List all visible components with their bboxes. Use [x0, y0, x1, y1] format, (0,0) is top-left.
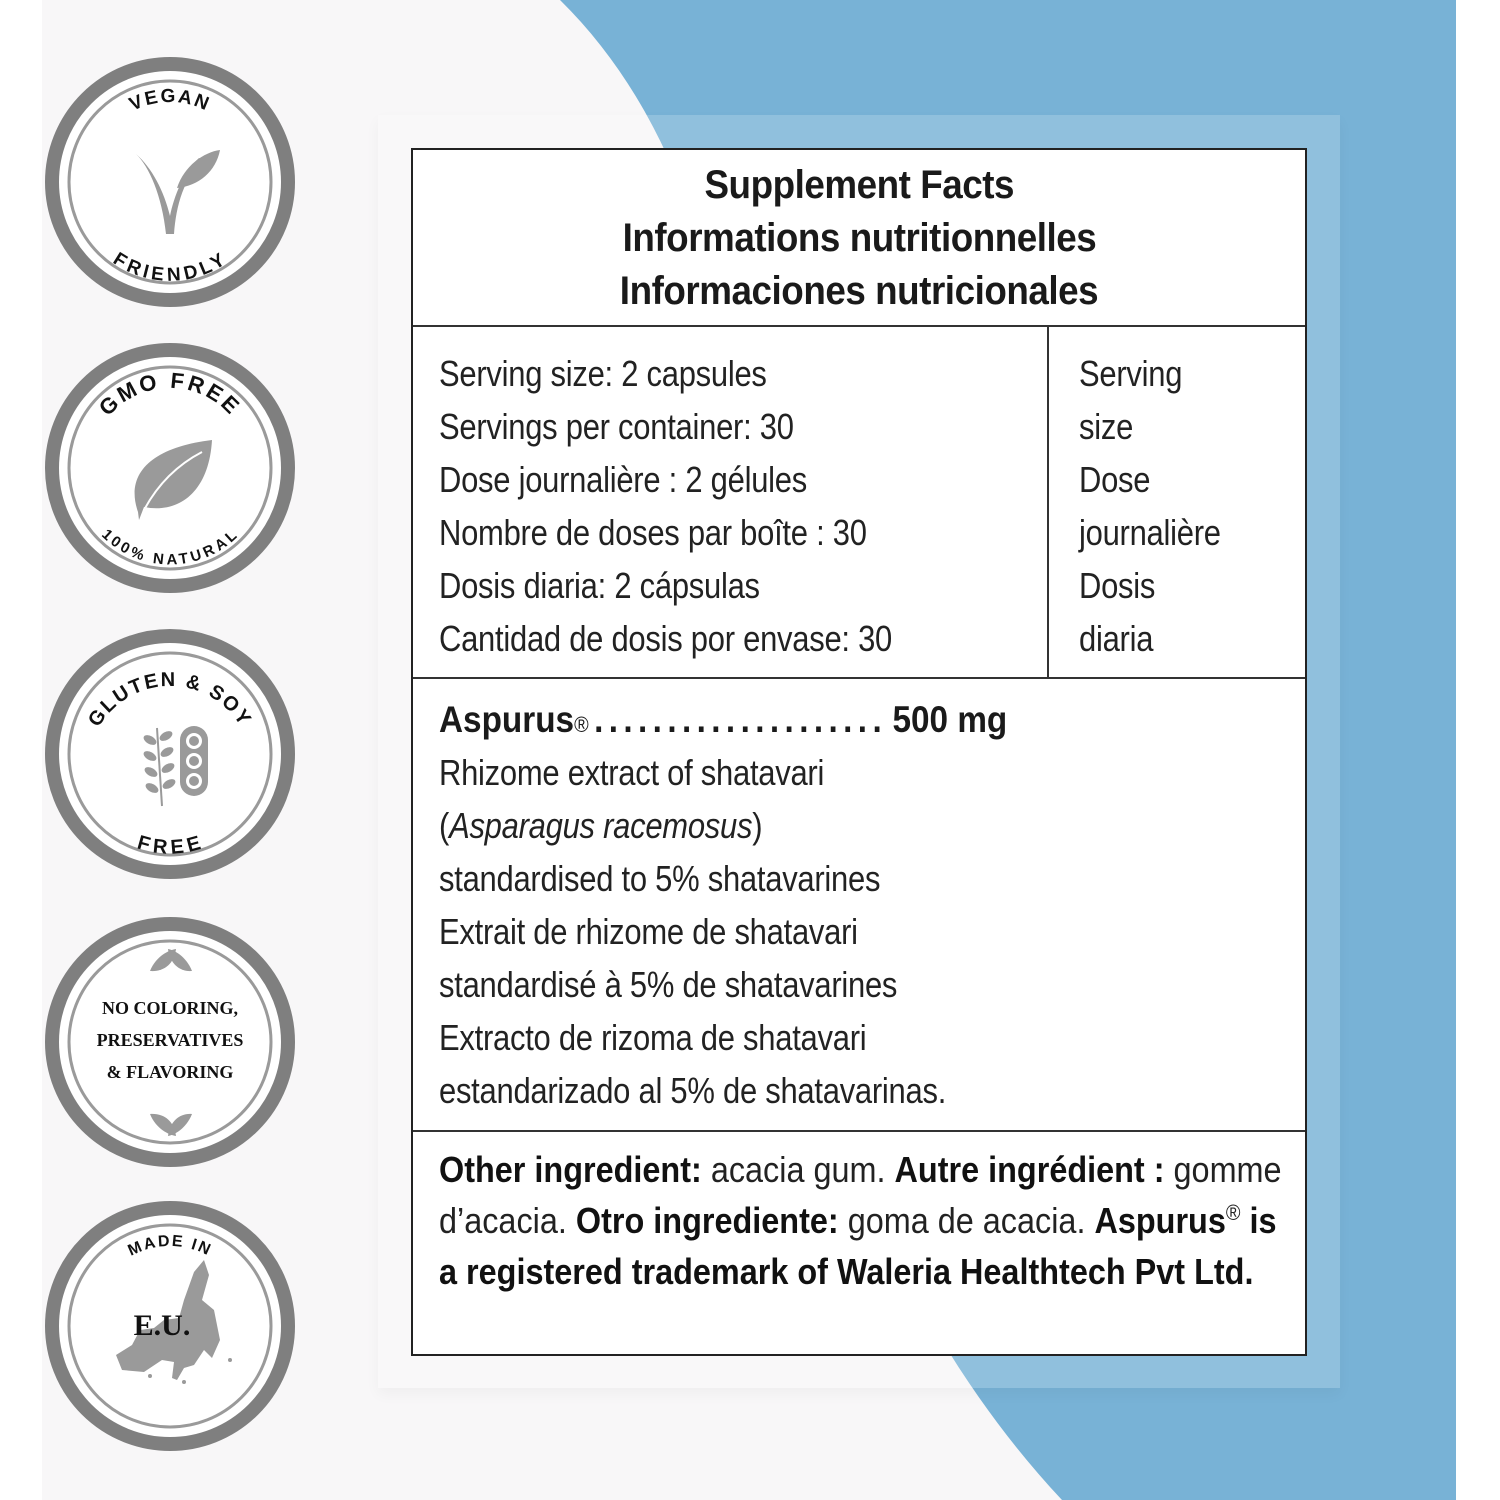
no-additives-badge [44, 916, 296, 1168]
description-line: Extrait de rhizome de shatavari [439, 911, 858, 952]
serving-column-header [1049, 327, 1305, 677]
other-label-en: Other ingredient: [439, 1149, 702, 1190]
column-header-line: journalière [1079, 512, 1221, 553]
title-fr: Informations nutritionnelles [622, 216, 1096, 260]
description-line: standardisé à 5% de shatavarines [439, 964, 898, 1005]
badge-bottom-text: FREE [134, 831, 205, 859]
badge-line-2: PRESERVATIVES [96, 1030, 244, 1050]
description-line: standardised to 5% shatavarines [439, 858, 881, 899]
serving-section [413, 327, 1305, 679]
column-header-line: Serving [1079, 353, 1183, 394]
badge-center-text: E.U. [133, 1309, 191, 1342]
description-line: Rhizome extract of shatavari [439, 752, 825, 793]
column-header-line: diaria [1079, 618, 1154, 659]
serving-line: Dose journalière : 2 gélules [439, 459, 807, 500]
other-label-es: Otro ingrediente: [575, 1200, 839, 1241]
description-line: estandarizado al 5% de shatavarinas. [439, 1070, 947, 1111]
gluten-soy-free-badge [44, 628, 296, 880]
ingredient-row: Aspurus ® .................... 500 mg [439, 693, 1218, 746]
supplement-facts-table [411, 148, 1307, 1356]
ingredient-name: Aspurus [439, 699, 575, 740]
badge-top-text: GLUTEN & SOY [84, 668, 256, 731]
badge-bottom-text: 100% NATURAL [98, 525, 242, 569]
other-value-es: goma de acacia. [838, 1200, 1095, 1241]
facts-header [413, 150, 1305, 327]
column-header-line: Dosis [1079, 565, 1156, 606]
gmo-free-badge [44, 342, 296, 594]
ingredient-section [413, 679, 1305, 1132]
badge-bottom-text: FRIENDLY [109, 248, 231, 287]
registered-mark: ® [1225, 1200, 1241, 1225]
leader-dots: .................... [594, 699, 888, 740]
ingredient-amount: 500 mg [892, 699, 1008, 740]
serving-line: Cantidad de dosis por envase: 30 [439, 618, 893, 659]
other-ingredients-section [413, 1132, 1305, 1297]
vegan-friendly-badge [44, 56, 296, 308]
badge-line-3: & FLAVORING [106, 1062, 234, 1082]
serving-line: Serving size: 2 capsules [439, 353, 767, 394]
made-in-eu-badge [44, 1200, 296, 1452]
badge-line-1: NO COLORING, [101, 998, 239, 1018]
badge-top-text: MADE IN [125, 1232, 215, 1260]
title-en: Supplement Facts [704, 163, 1014, 207]
column-header-line: size [1079, 406, 1134, 447]
trademark-name: Aspurus [1094, 1200, 1226, 1241]
other-value-en: acacia gum. [701, 1149, 895, 1190]
badge-top-text: VEGAN [126, 85, 214, 116]
serving-line: Servings per container: 30 [439, 406, 794, 447]
trademark-text: is a registered trademark of Waleria Healthtech Pvt Ltd. [439, 1200, 1277, 1292]
serving-line: Dosis diaria: 2 cápsulas [439, 565, 760, 606]
latin-name: Asparagus racemosus [449, 805, 753, 846]
other-label-fr: Autre ingrédient : [894, 1149, 1165, 1190]
title-es: Informaciones nutricionales [619, 269, 1099, 313]
description-line: Extracto de rizoma de shatavari [439, 1017, 867, 1058]
column-header-line: Dose [1079, 459, 1151, 500]
serving-info [413, 327, 1049, 677]
description-line-latin: (Asparagus racemosus) [439, 805, 763, 846]
badge-top-text: GMO FREE [93, 367, 247, 421]
other-value-fr: gomme d’acacia. [439, 1149, 1282, 1241]
serving-line: Nombre de doses par boîte : 30 [439, 512, 867, 553]
